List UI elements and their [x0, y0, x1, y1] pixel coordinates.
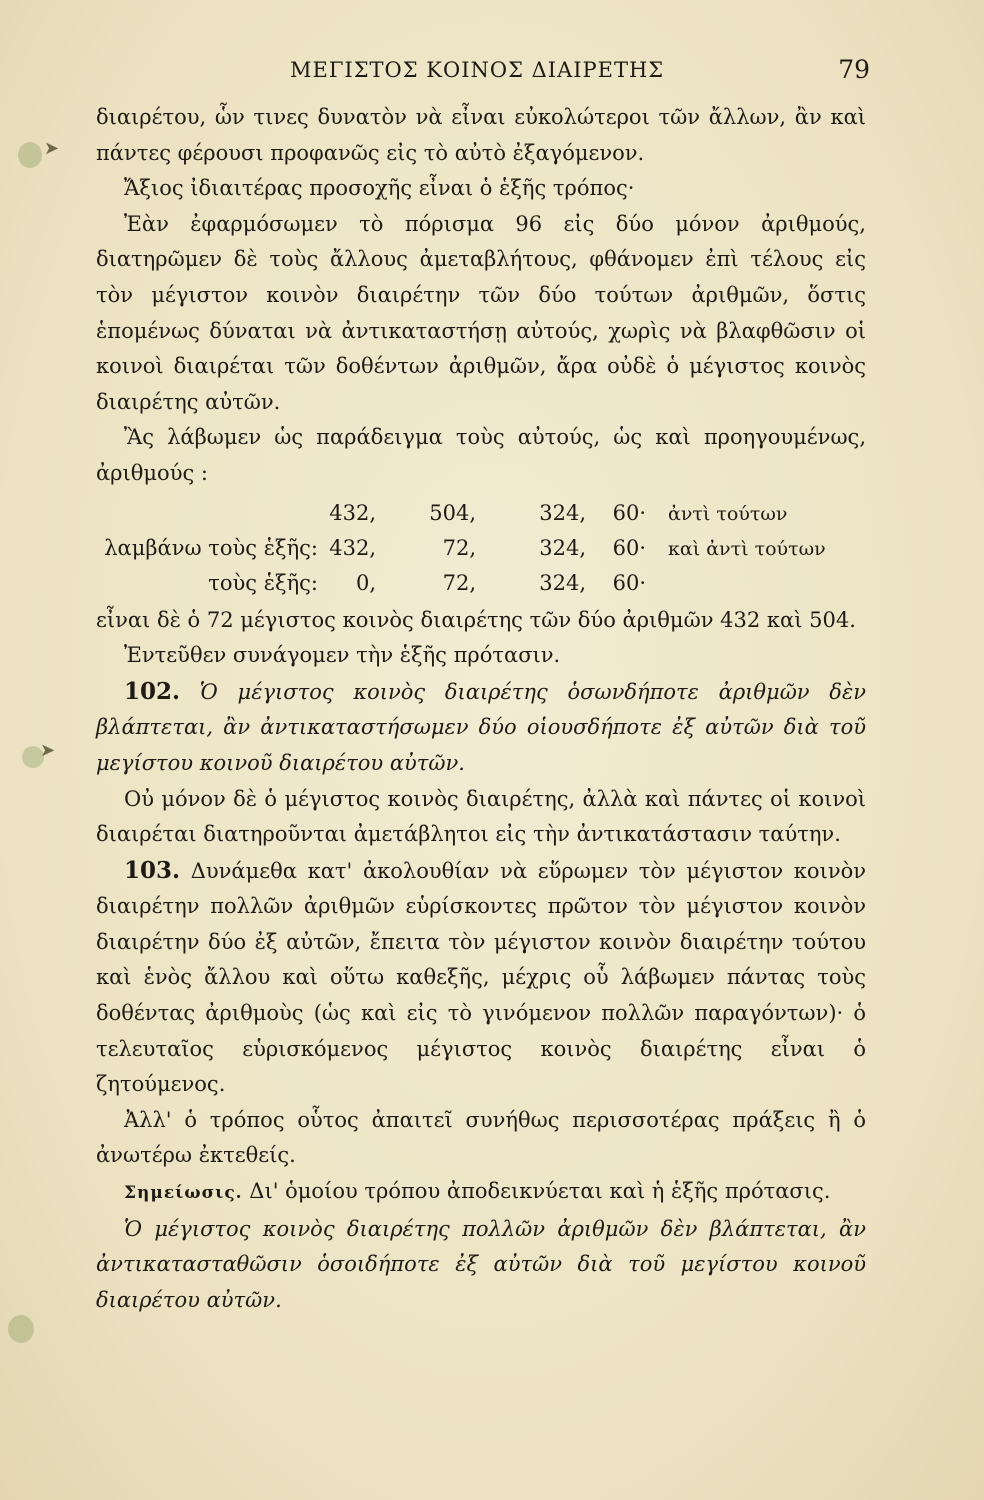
example-table: [96, 496, 866, 601]
paragraph: Ἐντεῦθεν συνάγομεν τὴν ἑξῆς πρότασιν.: [124, 643, 561, 668]
row-note: καὶ ἀντὶ τούτων: [668, 537, 826, 560]
table-row: [96, 566, 866, 601]
cell-value: 432,: [329, 535, 376, 560]
cell-value: 324,: [539, 570, 586, 595]
table-row: [96, 496, 866, 531]
paragraph: Ἐὰν ἐφαρμόσωμεν τὸ πόρισμα 96 εἰς δύο μόνον ἀριθμούς, διατηρῶμεν δὲ τοὺς ἄλλους ἀμεταβλήτους, φθάνομεν ἐπὶ τέλους εἰς τὸν μέγιστον κοινὸν διαιρέτην τῶν δύο τούτων ἀριθμῶν, ὅστις ἑπομένως δύναται νὰ ἀντικαταστήσῃ αὐτούς, χωρὶς νὰ βλαφθῶσιν οἱ κοινοὶ διαιρέται τῶν δοθέντων ἀριθμῶν, ἄρα οὐδὲ ὁ μέγιστος κοινὸς διαιρέτης αὐτῶν.: [96, 211, 866, 414]
proposition-number: 102.: [124, 677, 181, 705]
proposition-102: [96, 674, 866, 782]
cell-value: 0,: [355, 570, 376, 595]
paragraph: εἶναι δὲ ὁ 72 μέγιστος κοινὸς διαιρέτης τῶν δύο ἀριθμῶν 432 καὶ 504.: [96, 607, 856, 632]
cell-value: 60·: [612, 570, 646, 595]
paragraph: διαιρέτου, ὧν τινες δυνατὸν νὰ εἶναι εὐκολώτεροι τῶν ἄλλων, ἂν καὶ πάντες φέρουσι προφανῶς εἰς τὸ αὐτὸ ἐξαγόμενον.: [96, 105, 866, 165]
cell-value: 60·: [612, 535, 646, 560]
page-header: [100, 55, 880, 92]
cell-value: 72,: [442, 570, 476, 595]
page-body: [96, 100, 866, 1318]
cell-value: 60·: [612, 500, 646, 525]
note-proposition: Ὁ μέγιστος κοινὸς διαιρέτης πολλῶν ἀριθμῶν δὲν βλάπτεται, ἂν ἀντικατασταθῶσιν ὁσοιδήποτε ἐξ αὐτῶν διὰ τοῦ μεγίστου κοινοῦ διαιρέτου αὐτῶν.: [96, 1216, 866, 1312]
margin-arrow-icon: ➤: [40, 740, 56, 761]
page-number: 79: [838, 55, 870, 84]
table-row: [96, 531, 866, 566]
cell-value: 432,: [329, 500, 376, 525]
proposition-text: Δυνάμεθα κατ' ἀκολουθίαν νὰ εὕρωμεν τὸν μέγιστον κοινὸν διαιρέτην πολλῶν ἀριθμῶν εὑρίσκοντες πρῶτον τὸν μέγιστον κοινὸν διαιρέτην δύο ἐξ αὐτῶν, ἔπειτα τὸν μέγιστον κοινὸν διαιρέτην τούτου καὶ ἑνὸς ἄλλου καὶ οὕτω καθεξῆς, μέχρις οὗ λάβωμεν πάντας τοὺς δοθέντας ἀριθμοὺς (ὡς καὶ εἰς τὸ γινόμενον πολλῶν παραγόντων)· ὁ τελευταῖος εὑρισκόμενος μέγιστος κοινὸς διαιρέτης εἶναι ὁ ζητούμενος.: [96, 858, 866, 1097]
paragraph: Ἀλλ' ὁ τρόπος οὗτος ἀπαιτεῖ συνήθως περισσοτέρας πράξεις ἢ ὁ ἀνωτέρω ἐκτεθείς.: [96, 1107, 866, 1168]
row-label: τοὺς ἑξῆς:: [208, 570, 318, 595]
cell-value: 72,: [442, 535, 476, 560]
proposition-number: 103.: [124, 856, 181, 884]
paragraph: Οὐ μόνον δὲ ὁ μέγιστος κοινὸς διαιρέτης, ἀλλὰ καὶ πάντες οἱ κοινοὶ διαιρέται διατηροῦνται ἀμετάβλητοι εἰς τὴν ἀντικατάστασιν ταύτην.: [96, 786, 866, 847]
proposition-103: [96, 853, 866, 1103]
paragraph: Ἄξιος ἰδιαιτέρας προσοχῆς εἶναι ὁ ἑξῆς τρόπος·: [124, 176, 635, 201]
row-note: ἀντὶ τούτων: [668, 502, 788, 525]
row-label: λαμβάνω τοὺς ἑξῆς:: [104, 535, 318, 560]
cell-value: 324,: [539, 535, 586, 560]
note-paragraph: [96, 1174, 866, 1212]
margin-stain: [8, 1315, 34, 1343]
proposition-text: Ὁ μέγιστος κοινὸς διαιρέτης ὁσωνδήποτε ἀριθμῶν δὲν βλάπτεται, ἂν ἀντικαταστήσωμεν δύο οἱουσδήποτε ἐξ αὐτῶν διὰ τοῦ μεγίστου κοινοῦ διαιρέτου αὐτῶν.: [96, 679, 866, 775]
margin-arrow-icon: ➤: [44, 138, 60, 159]
margin-stain: [18, 142, 42, 168]
note-text: Δι' ὁμοίου τρόπου ἀποδεικνύεται καὶ ἡ ἑξῆς πρότασις.: [249, 1179, 831, 1204]
paragraph: Ἂς λάβωμεν ὡς παράδειγμα τοὺς αὐτούς, ὡς καὶ προηγουμένως, ἀριθμούς :: [96, 425, 866, 485]
cell-value: 504,: [429, 500, 476, 525]
cell-value: 324,: [539, 500, 586, 525]
running-title: ΜΕΓΙΣΤΟΣ ΚΟΙΝΟΣ ΔΙΑΙΡΕΤΗΣ: [290, 58, 665, 82]
note-heading: Σημείωσις.: [124, 1183, 243, 1204]
